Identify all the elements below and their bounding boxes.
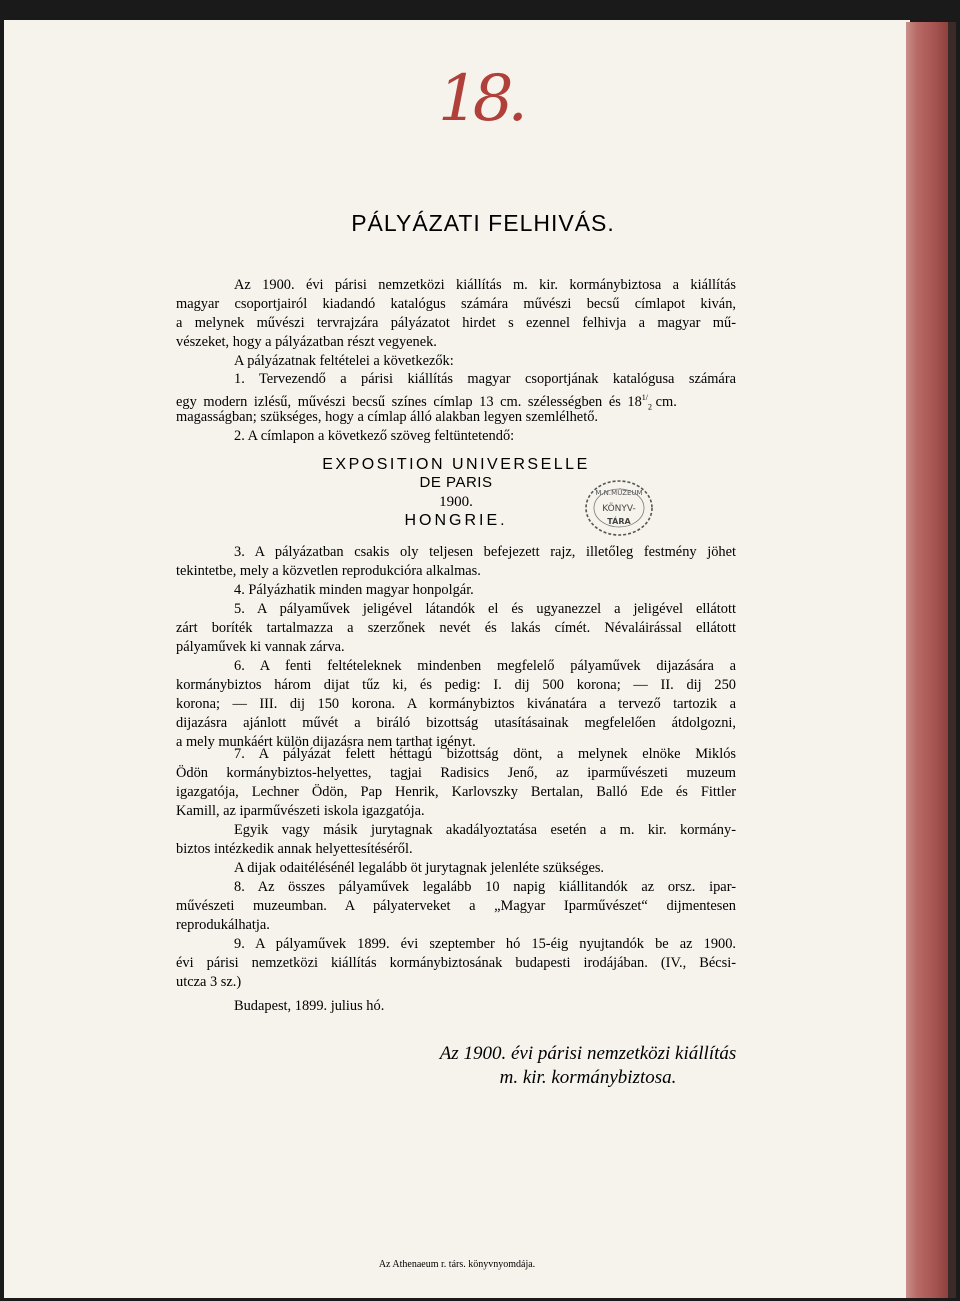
text-segment: cm. [652, 393, 677, 410]
text-line: vészeket, hogy a pályázatban részt vegyenek. [176, 334, 437, 350]
library-stamp-icon [583, 478, 655, 538]
page-title: PÁLYÁZATI FELHIVÁS. [351, 210, 615, 236]
fraction-denominator: 2 [648, 402, 653, 412]
text-line: 6. A fenti feltételeknek mindenben megfelelő pályaművek dijazására a [234, 658, 736, 674]
document-date: Budapest, 1899. julius hó. [234, 998, 385, 1014]
exposition-line: DE PARIS [419, 474, 493, 491]
conditions-intro: A pályázatnak feltételei a következők: [234, 353, 454, 369]
text-line: évi párisi nemzetközi kiállítás kormánybiztosának budapesti irodájában. (IV., Bécsi- [176, 955, 736, 971]
text-line: 3. A pályázatban csakis oly teljesen befejezett rajz, illetőleg festmény jöhet [234, 544, 736, 560]
jury-quorum: A dijak odaitélésénél legalább öt jurytagnak jelenléte szükséges. [234, 860, 605, 876]
text-line: biztos intézkedik annak helyettesítéséről. [176, 841, 413, 857]
text-line: dijazásra ajánlott művét a biráló bizottság utasításainak megfelelően átdolgozni, [176, 715, 736, 731]
exposition-line: EXPOSITION UNIVERSELLE [322, 456, 590, 473]
text-line: 8. Az összes pályaművek legalább 10 napig kiállitandók az orsz. ipar- [234, 879, 736, 895]
text-line: a melynek művészi tervrajzára pályázatot hirdet s ezennel felhivja a magyar mű- [176, 315, 736, 331]
signature-line-2: m. kir. kormánybiztosa. [499, 1067, 677, 1088]
text-line: magasságban; szükséges, hogy a címlap álló alakban legyen szemlélhető. [176, 409, 598, 425]
text-line: tekintetbe, mely a közvetlen reprodukcióra alkalmas. [176, 563, 481, 579]
text-line: művészeti muzeumban. A pályaterveket a „Magyar Iparművészet“ dijmentesen [176, 898, 736, 914]
stamp-text-middle: KÖNYV- [602, 504, 636, 514]
text-line: a mely munkáért külön dijazásra nem tarthat igényt. [176, 734, 476, 750]
text-line: magyar csoportjairól kiadandó katalógus számára művészi becsű címlapot kiván, [176, 296, 736, 312]
text-line: Ödön kormánybiztos-helyettes, tagjai Radisics Jenő, az iparművészeti muzeum [176, 765, 736, 781]
fraction-numerator: 1/ [641, 393, 649, 402]
text-line: Egyik vagy másik jurytagnak akadályoztatása esetén a m. kir. kormány- [234, 822, 736, 838]
text-line: kormánybiztos három dijat tűz ki, és pedig: I. dij 500 korona; — II. dij 250 [176, 677, 736, 693]
text-line: 5. A pályaművek jeligével látandók el és ugyanezzel a jeligével ellátott [234, 601, 736, 617]
text-segment: egy modern izlésű, művészi becsű színes címlap 13 cm. szélességben és 18 [176, 393, 642, 410]
text-line: korona; — III. dij 150 korona. A kormánybiztos kivánatára a tervező tartozik a [176, 696, 736, 712]
text-line: zárt boríték tartalmazza a szerzőnek nevét és lakás címét. Névaláirással ellátott [176, 620, 736, 636]
printer-imprint: Az Athenaeum r. társ. könyvnyomdája. [378, 1259, 536, 1270]
condition-2: 2. A címlapon a következő szöveg feltüntetendő: [234, 428, 515, 444]
text-line: 1. Tervezendő a párisi kiállítás magyar csoportjának katalógusa számára [234, 371, 736, 387]
text-line: utcza 3 sz.) [176, 974, 242, 990]
text-line: igazgatója, Lechner Ödön, Pap Henrik, Karlovszky Bertalan, Balló Ede és Fittler [176, 784, 736, 800]
text-line: Kamill, az iparművészeti iskola igazgatója. [176, 803, 425, 819]
text-line: 7. A pályázat felett héttagú bizottság dönt, a melynek elnöke Miklós [234, 746, 736, 762]
text-line: 9. A pályaművek 1899. évi szeptember hó 15-éig nyujtandók be az 1900. [234, 936, 736, 952]
stamp-text-top: M.N.MÚZEUM [595, 489, 643, 497]
text-line: Az 1900. évi párisi nemzetközi kiállítás m. kir. kormánybiztosa a kiállítás [234, 277, 736, 293]
text-line: reprodukálhatja. [176, 917, 270, 933]
text-line: pályaművek ki vannak zárva. [176, 639, 345, 655]
handwritten-page-number: 18. [438, 62, 522, 136]
stamp-text-bottom: TÁRA [607, 517, 631, 526]
exposition-line: 1900. [439, 494, 473, 510]
signature-line-1: Az 1900. évi párisi nemzetközi kiállítás [439, 1043, 737, 1064]
exposition-line: HONGRIE. [404, 512, 508, 529]
condition-4: 4. Pályázhatik minden magyar honpolgár. [234, 582, 474, 598]
